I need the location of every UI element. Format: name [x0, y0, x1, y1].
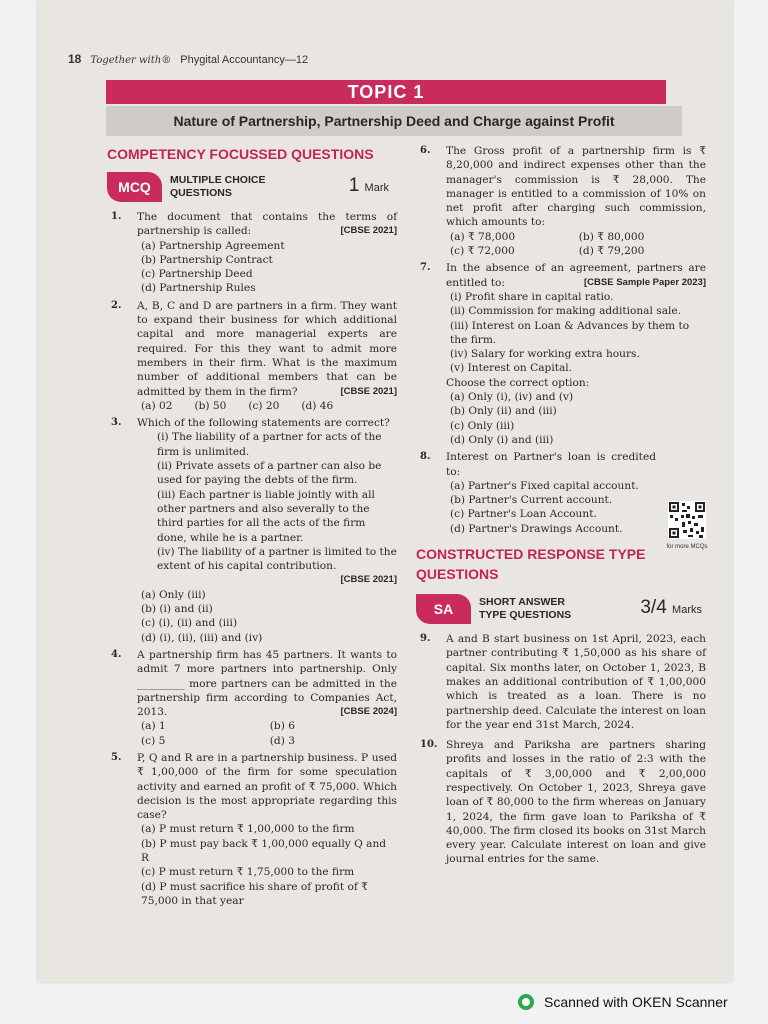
scanner-logo-icon	[518, 994, 534, 1010]
mcq-section-header	[107, 172, 397, 202]
scanner-watermark	[518, 992, 728, 1012]
topic-banner: TOPIC 1	[106, 80, 666, 104]
book-title: Phygital Accountancy—12	[180, 54, 309, 66]
source-tag: [CBSE 2021]	[340, 574, 397, 586]
question-text: A and B start business on 1st April, 2023, each partner contributing ₹ 1,50,000 as his share of capital. Six months later, on October 1, 2023, B makes an additional contribution of ₹ 1,00,000 which is treated as a loan. There is no partnership deed. Calculate the interest on loan for the year end 31st March, 2024.	[446, 633, 706, 731]
question-9: 9. A and B start business on 1st April, 2023, each partner contributing ₹ 1,50,000 as his share of capital. Six months later, on October 1, 2023, B makes an additional contribution of ₹ 1,00,000 which is treated as a loan. There is no partnership deed. Calculate the interest on loan for the year end 31st March, 2024.	[420, 633, 706, 731]
question-text: A partnership firm has 45 partners. It wants to admit 7 more partners into partnership. Only _________ more partners can be admitted in the partnership firm according to Companies Act, 2013. [CBSE 2024]	[137, 648, 397, 719]
mcq-marks: 1 Mark	[348, 174, 389, 196]
question-text: The Gross profit of a partnership firm is ₹ 8,20,000 and indirect expenses other than the manager's commission is ₹ 28,000. The manager is entitled to a commission of 10% on net profit after charging such commission, which amounts to:	[446, 145, 706, 229]
question-6: 6. The Gross profit of a partnership firm is ₹ 8,20,000 and indirect expenses other than the manager's commission is ₹ 28,000. The manager is entitled to a commission of 10% on net profit after charging such commission, which amounts to: (a) ₹ 78,000 (b) ₹ 80,000 (c) ₹ 72,000 (d) ₹ 79,200	[420, 145, 706, 258]
question-5: 5. P, Q and R are in a partnership business. P used ₹ 1,00,000 of the firm for some speculation activity and earned an profit of ₹ 75,000. Which decision is the most appropriate regarding this case? (a) P must return ₹ 1,00,000 to the firm (b) P must pay back ₹ 1,00,000 equally Q and R (c) P must return ₹ 1,75,000 to the firm (d) P must sacrifice his share of profit of ₹ 75,000 in that year	[111, 751, 397, 907]
question-2: 2. A, B, C and D are partners in a firm. They want to expand their business for which additional capital and more managerial experts are required. For this they want to admit more members in their firm. What is the maximum number of additional members that can be admitted by them in the firm? [CBSE 2021] (a) 02 (b) 50 (c) 20 (d) 46	[111, 299, 397, 412]
question-text: Shreya and Pariksha are partners sharing profits and losses in the ratio of 2:3 with the capitals of ₹ 3,00,000 and ₹ 2,00,000 respectively. On October 1, 2023, Shreya gave loan of ₹ 80,000 to the firm whereas on January 1, 2024, the firm gave loan to Pariksha of ₹ 40,000. The firm closed its books on 31st March every year. Calculate interest on loan and give journal entries for the same.	[446, 739, 706, 866]
question-text: A, B, C and D are partners in a firm. They want to expand their business for which additional capital and more managerial experts are required. For this they want to admit more members in their firm. What is the maximum number of additional members that can be admitted by them in the firm? [CBSE 2021]	[137, 299, 397, 398]
question-8: 8. Interest on Partner's loan is credited to: (a) Partner's Fixed capital account. (b) Partner's Current account. (c) Partner's Loan Account. (d) Partner's Drawings Account.	[420, 451, 656, 535]
source-tag: [CBSE 2021]	[340, 385, 397, 397]
constructed-heading: CONSTRUCTED RESPONSE TYPE QUESTIONS	[416, 546, 646, 583]
question-3: 3. Which of the following statements are correct? (i) The liability of a partner for acts of the firm is unlimited. (ii) Private assets of a partner can also be used for paying the debts of the firm. (iii) Each partner is liable jointly with all other partners and also severally to the third parties for all the acts of the firm done, while he is a partner. (iv) The liability of a partner is limited to the extent of his capital contribution. [CBSE 2021] (a) Only (iii) (b) (i) and (ii) (c) (i), (ii) and (iii) (d) (i), (ii), (iii) and (iv)	[111, 417, 397, 644]
question-10: 10. Shreya and Pariksha are partners sharing profits and losses in the ratio of 2:3 with the capitals of ₹ 3,00,000 and ₹ 2,00,000 respectively. On October 1, 2023, Shreya gave loan of ₹ 80,000 to the firm whereas on January 1, 2024, the firm gave loan to Pariksha of ₹ 40,000. The firm closed its books on 31st March every year. Calculate interest on loan and give journal entries for the same.	[420, 739, 706, 866]
question-text: The document that contains the terms of partnership is called: [CBSE 2021]	[137, 211, 397, 238]
source-tag: [CBSE 2024]	[340, 706, 397, 718]
left-column	[107, 144, 397, 908]
question-text: Which of the following statements are correct?	[137, 417, 390, 430]
mcq-tag: MCQ	[107, 172, 162, 202]
brand-logo-text: Together with®	[90, 55, 172, 66]
scanner-text: Scanned with OKEN Scanner	[544, 994, 728, 1010]
sa-section-header	[416, 594, 706, 624]
question-1: 1. The document that contains the terms of partnership is called: [CBSE 2021] (a) Partnership Agreement (b) Partnership Contract (c) Partnership Deed (d) Partnership Rules	[111, 211, 397, 295]
running-header	[68, 52, 308, 66]
sa-marks: 3/4 Marks	[640, 596, 702, 618]
question-text: Interest on Partner's loan is credited to:	[446, 451, 656, 478]
question-7: 7. In the absence of an agreement, partners are entitled to: [CBSE Sample Paper 2023] (i) Profit share in capital ratio. (ii) Commission for making additional sale. (iii) Interest on Loan & Advances by them to the firm. (iv) Salary for working extra hours. (v) Interest on Capital. Choose the correct option: (a) Only (i), (iv) and (v) (b) Only (ii) and (iii) (c) Only (iii) (d) Only (i) and (iii)	[420, 262, 706, 446]
page-number: 18	[68, 52, 82, 66]
qr-caption: for more MCQs	[666, 544, 708, 550]
source-tag: [CBSE 2021]	[340, 225, 397, 237]
right-column	[416, 144, 706, 867]
question-4: 4. A partnership firm has 45 partners. It wants to admit 7 more partners into partnership. Only _________ more partners can be admitted in the partnership firm according to Companies Act, 2013. [CBSE 2024] (a) 1 (b) 6 (c) 5 (d) 3	[111, 648, 397, 747]
qr-code-icon[interactable]	[668, 501, 706, 539]
competency-heading: COMPETENCY FOCUSSED QUESTIONS	[107, 146, 374, 162]
subtopic-title: Nature of Partnership, Partnership Deed and Charge against Profit	[106, 106, 682, 136]
source-tag: [CBSE Sample Paper 2023]	[584, 276, 706, 288]
sa-label: SHORT ANSWER TYPE QUESTIONS	[479, 596, 572, 622]
question-text: In the absence of an agreement, partners are entitled to: [CBSE Sample Paper 2023]	[446, 262, 706, 289]
sa-tag: SA	[416, 594, 471, 624]
question-text: P, Q and R are in a partnership business. P used ₹ 1,00,000 of the firm for some speculation activity and earned an profit of ₹ 75,000. Which decision is the most appropriate regarding this case?	[137, 751, 397, 822]
mcq-label: MULTIPLE CHOICE QUESTIONS	[170, 174, 266, 199]
